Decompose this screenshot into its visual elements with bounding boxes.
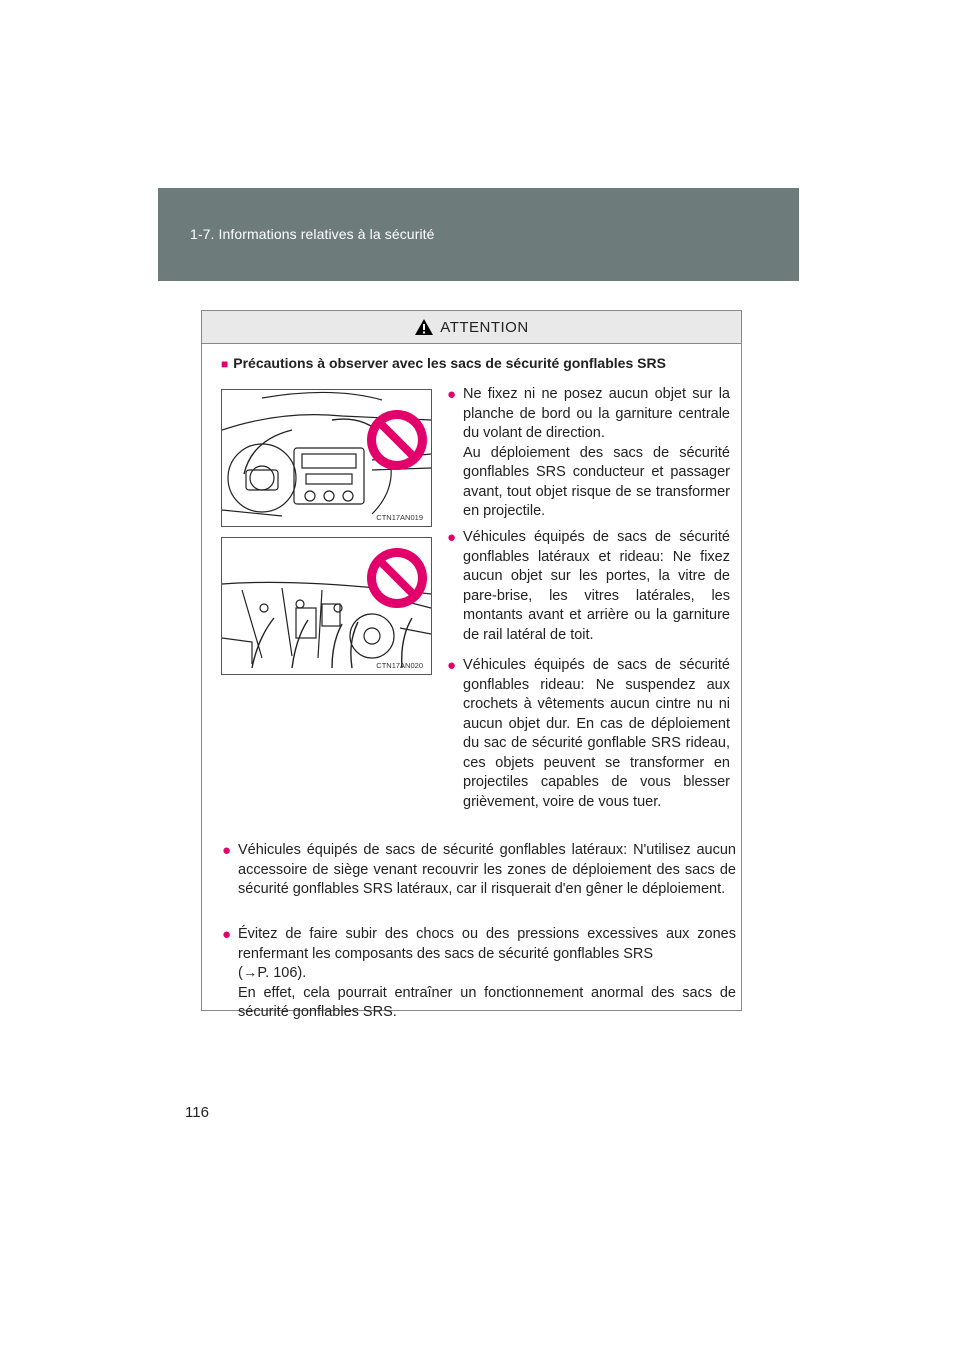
bullet-dot-icon: ● xyxy=(447,386,457,403)
bullet-dot-icon: ● xyxy=(222,842,232,859)
bullet-item xyxy=(447,656,730,812)
bullet-item xyxy=(222,925,736,1023)
warning-triangle-icon xyxy=(414,318,434,336)
bullet-dot-icon: ● xyxy=(222,926,232,943)
bullet-text: Véhicules équipés de sacs de sécurité gonflables latéraux: N'utilisez aucun accessoire de siège venant recouvrir les zones de déploiement des sacs de sécurité gonflables SRS latéraux, car il risquerait d'en gêner le déploiement. xyxy=(238,842,736,897)
dashboard-illustration xyxy=(221,389,432,527)
attention-box xyxy=(201,310,742,1020)
section-header xyxy=(158,188,799,281)
attention-heading xyxy=(221,355,666,371)
interior-drawing xyxy=(222,538,431,674)
page-number: 116 xyxy=(185,1104,209,1121)
bullet-text: Véhicules équipés de sacs de sécurité gonflables rideau: Ne suspendez aux crochets à vêtements aucun cintre nu ni aucun objet dur. En cas de déploiement du sac de sécurité gonflable SRS rideau, ces objets peuvent se transformer en projectiles capables de vous blesser grièvement, voire de vous tuer. xyxy=(463,657,730,810)
bullet-dot-icon: ● xyxy=(447,529,457,546)
bullet-text: Au déploiement des sacs de sécurité gonflables SRS conducteur et passager avant, tout objet risque de se transformer en projectile. xyxy=(463,444,730,519)
bullet-item xyxy=(447,385,730,522)
bullet-text: Évitez de faire subir des chocs ou des pressions excessives aux zones renfermant les composants des sacs de sécurité gonflables SRS xyxy=(238,926,736,962)
dashboard-drawing xyxy=(222,390,431,526)
bullet-text: En effet, cela pourrait entraîner un fonctionnement anormal des sacs de sécurité gonflables SRS. xyxy=(238,984,736,1020)
bullet-item xyxy=(447,528,730,645)
square-bullet-icon: ■ xyxy=(221,357,229,371)
bullet-dot-icon: ● xyxy=(447,657,457,674)
attention-title-bar xyxy=(202,311,741,344)
section-title: 1-7. Informations relatives à la sécurité xyxy=(190,226,435,242)
bullet-item xyxy=(222,841,736,900)
interior-illustration xyxy=(221,537,432,675)
page-reference[interactable]: (→P. 106). xyxy=(238,965,307,981)
bullet-text: Ne fixez ni ne posez aucun objet sur la planche de bord ou la garniture centrale du volant de direction. xyxy=(463,386,730,441)
figure-code: CTN17AN019 xyxy=(376,513,423,522)
figure-code: CTN17AN020 xyxy=(376,661,423,670)
bullet-text: Véhicules équipés de sacs de sécurité gonflables latéraux et rideau: Ne fixez aucun objet sur les portes, la vitre de pare-brise, les vitres latérales, les montants avant et arrière ou la garniture de rail latéral de toit. xyxy=(463,529,730,643)
attention-title: ATTENTION xyxy=(440,318,529,336)
heading-text: Précautions à observer avec les sacs de sécurité gonflables SRS xyxy=(233,355,666,371)
